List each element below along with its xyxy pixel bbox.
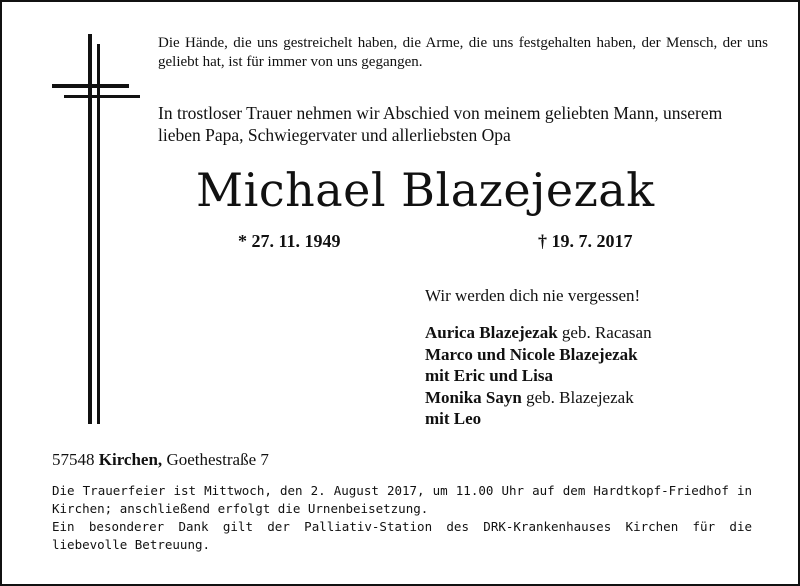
mourner-name: mit Leo (425, 409, 482, 428)
address-street: Goethestraße 7 (162, 450, 269, 469)
address-zip: 57548 (52, 450, 99, 469)
mourner-line (425, 322, 652, 344)
funeral-notice: Die Trauerfeier ist Mittwoch, den 2. August 2017, um 11.00 Uhr auf dem Hardtkopf-Friedhof in Kirchen; anschließend erfolgt die Urnenbeisetzung. (52, 483, 752, 516)
cross-icon-horizontal-bar-inner (64, 95, 140, 98)
mourner-name: Marco und Nicole Blazejezak (425, 344, 638, 364)
cross-icon-vertical-bar (88, 34, 92, 424)
mourner-note: geb. Racasan (557, 323, 652, 342)
mourner-line (425, 387, 652, 409)
death-date: † 19. 7. 2017 (538, 231, 633, 251)
mourner-line (425, 344, 652, 366)
mourner-name: Monika Sayn (425, 387, 522, 407)
birth-date: * 27. 11. 1949 (238, 231, 341, 251)
mourner-line (425, 365, 652, 387)
mourner-name: mit Eric und Lisa (425, 366, 553, 385)
thanks-notice: Ein besonderer Dank gilt der Palliativ-Station des DRK-Krankenhauses Kirchen für die liebevolle Betreuung. (52, 519, 752, 552)
memorial-verse: Die Hände, die uns gestreichelt haben, die Arme, die uns festgehalten haben, der Mensch, der uns geliebt hat, ist für immer von uns gegangen. (158, 35, 768, 70)
mourner-line (425, 408, 652, 430)
address-city: Kirchen, (98, 450, 163, 469)
intro-text: In trostloser Trauer nehmen wir Abschied von meinem geliebten Mann, unserem lieben Papa, Schwiegervater und allerliebsten Opa (158, 103, 723, 145)
mourner-name: Aurica Blazejezak (425, 323, 558, 342)
cross-icon-vertical-bar-inner (97, 44, 100, 424)
never-forget-line: Wir werden dich nie vergessen! (425, 286, 641, 305)
mourner-note: geb. Blazejezak (521, 387, 634, 407)
funeral-info (52, 482, 752, 554)
deceased-name: Michael Blazejezak (196, 163, 655, 217)
cross-icon-horizontal-bar (52, 84, 129, 88)
mourners-list (425, 322, 652, 430)
address-line (52, 450, 269, 470)
